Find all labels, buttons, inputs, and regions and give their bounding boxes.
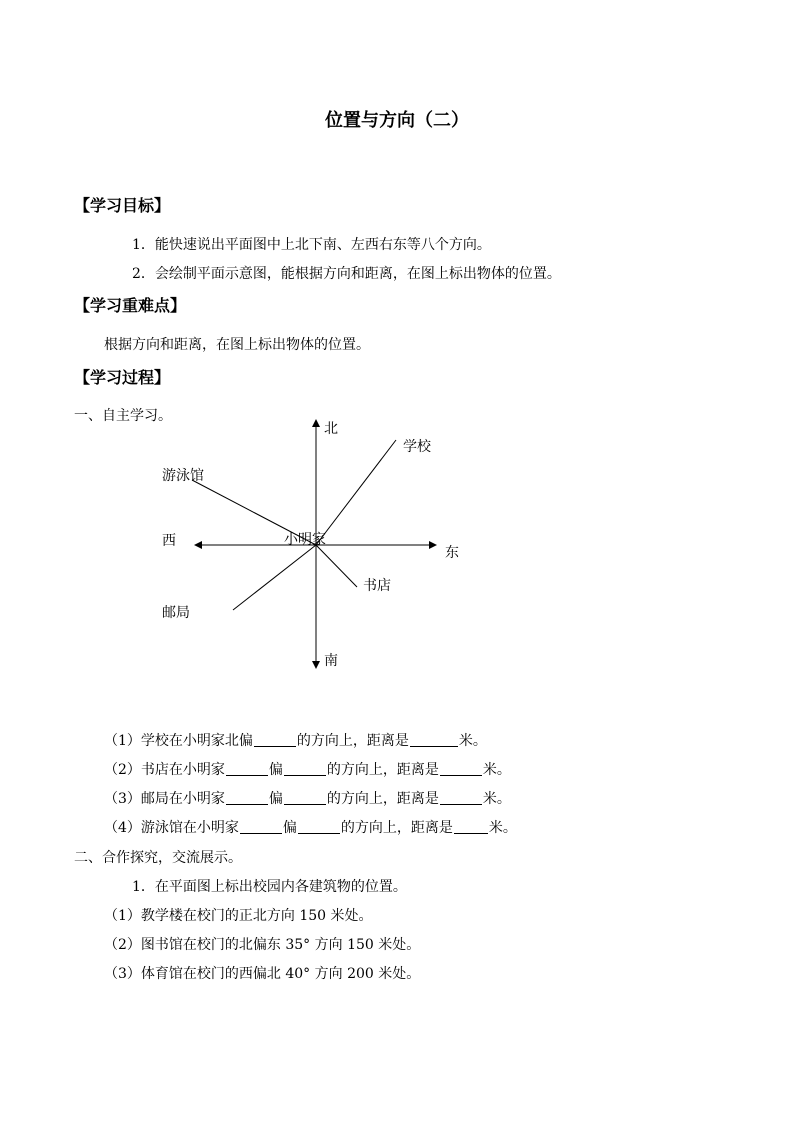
goals-heading: 【学习目标】 [74,196,171,215]
process-heading: 【学习过程】 [74,368,171,387]
east-label: 东 [445,545,459,561]
answer-blank[interactable] [298,819,340,834]
page-title: 位置与方向（二） [325,110,469,131]
part1-title: 一、自主学习。 [74,408,172,424]
task-1: （1）教学楼在校门的正北方向 150 米处。 [104,908,373,924]
question-2: （2）书店在小明家 偏 的方向上，距离是 米。 [104,762,511,778]
goal-item-2: 2．会绘制平面示意图，能根据方向和距离，在图上标出物体的位置。 [132,266,561,282]
key-points-heading: 【学习重难点】 [74,296,187,315]
pool-label: 游泳馆 [162,468,204,484]
part2-title: 二、合作探究，交流展示。 [74,850,242,866]
question-3: （3）邮局在小明家 偏 的方向上，距离是 米。 [104,791,511,807]
task-intro: 1．在平面图上标出校园内各建筑物的位置。 [132,879,407,895]
north-label: 北 [324,421,338,437]
center-label: 小明家 [284,532,326,548]
question-1: （1）学校在小明家北偏 的方向上，距离是 米。 [104,733,487,749]
bookstore-ray [316,545,357,587]
south-label: 南 [324,653,338,669]
school-ray [316,440,396,545]
goal-item-1: 1．能快速说出平面图中上北下南、左西右东等八个方向。 [132,237,491,253]
task-3: （3）体育馆在校门的西偏北 40° 方向 200 米处。 [104,966,421,982]
key-points-text: 根据方向和距离，在图上标出物体的位置。 [104,337,370,353]
answer-blank[interactable] [284,761,326,776]
bookstore-label: 书店 [363,578,391,594]
answer-blank[interactable] [226,761,268,776]
answer-blank[interactable] [440,761,482,776]
answer-blank[interactable] [254,732,296,747]
west-label: 西 [162,533,176,549]
answer-blank[interactable] [284,790,326,805]
question-4: （4）游泳馆在小明家 偏 的方向上，距离是 米。 [104,820,517,836]
answer-blank[interactable] [440,790,482,805]
answer-blank[interactable] [240,819,282,834]
answer-blank[interactable] [410,732,458,747]
answer-blank[interactable] [226,790,268,805]
school-label: 学校 [403,439,431,455]
post-office-label: 邮局 [162,605,190,621]
task-2: （2）图书馆在校门的北偏东 35° 方向 150 米处。 [104,937,421,953]
post-office-ray [233,545,316,610]
answer-blank[interactable] [454,819,488,834]
